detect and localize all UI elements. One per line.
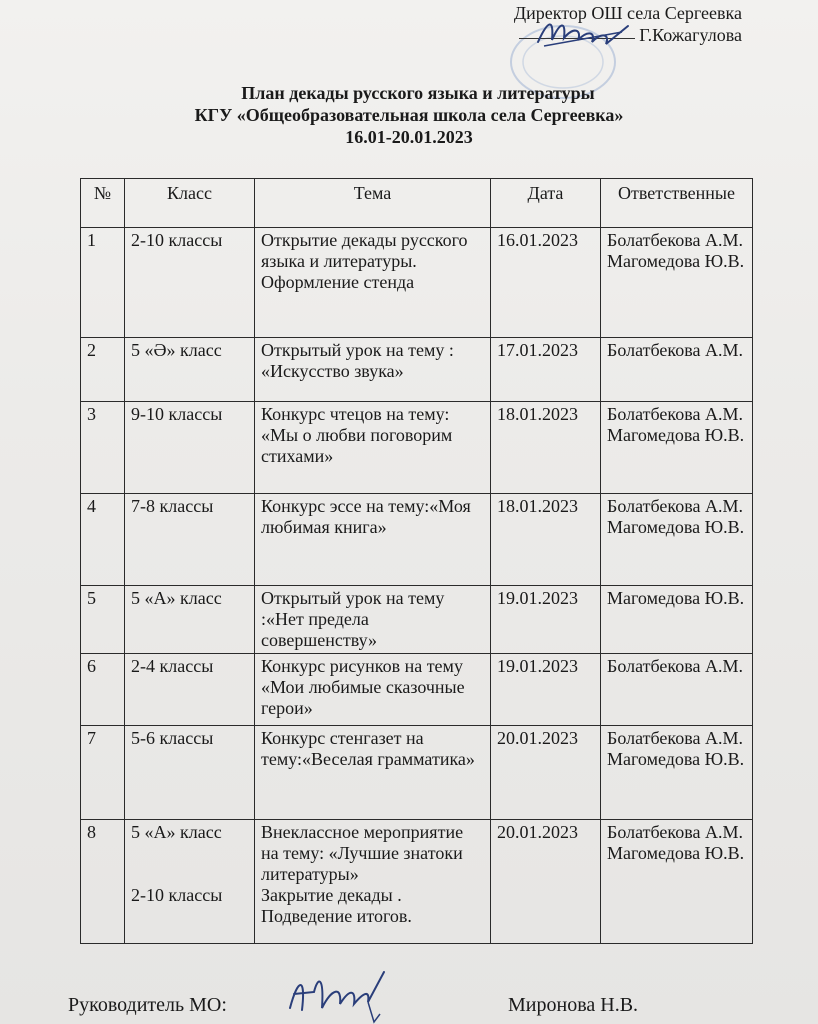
row-date: 20.01.2023 xyxy=(491,726,601,820)
row-grade: 5 «А» класс xyxy=(131,822,222,842)
table-row xyxy=(81,820,753,944)
row-grade-closing: 2-10 классы xyxy=(131,885,223,905)
table-row xyxy=(81,654,753,726)
row-topic: Конкурс эссе на тему:«Моя любимая книга» xyxy=(255,494,491,586)
row-grade: 5 «Ә» класс xyxy=(125,338,255,402)
row-topic: Конкурс рисунков на тему «Мои любимые сказочные герои» xyxy=(255,654,491,726)
row-number: 3 xyxy=(81,402,125,494)
row-topic: Открытый урок на тему : «Искусство звука» xyxy=(255,338,491,402)
row-topic: Конкурс чтецов на тему: «Мы о любви поговорим стихами» xyxy=(255,402,491,494)
row-date: 20.01.2023 xyxy=(491,820,601,944)
header-responsible: Ответственные xyxy=(601,179,753,228)
table-row xyxy=(81,338,753,402)
table-row xyxy=(81,494,753,586)
header-number: № xyxy=(81,179,125,228)
row-grade: 2-10 классы xyxy=(125,228,255,338)
table-row xyxy=(81,228,753,338)
row-responsible: Болатбекова А.М. Магомедова Ю.В. xyxy=(601,494,753,586)
row-responsible: Болатбекова А.М. xyxy=(601,654,753,726)
title-line-1: План декады русского языка и литературы xyxy=(241,83,595,103)
row-topic: Конкурс стенгазет на тему:«Веселая грамматика» xyxy=(255,726,491,820)
row-responsible: Болатбекова А.М. xyxy=(601,338,753,402)
row-date: 19.01.2023 xyxy=(491,654,601,726)
row-topic-closing: Закрытие декады . Подведение итогов. xyxy=(261,885,412,926)
row-number: 7 xyxy=(81,726,125,820)
row-grade: 5-6 классы xyxy=(125,726,255,820)
title-line-2: КГУ «Общеобразовательная школа села Сергеевка» xyxy=(194,105,624,125)
row-number: 2 xyxy=(81,338,125,402)
row-topic: Открытый урок на тему :«Нет предела совершенству» xyxy=(255,586,491,654)
head-role: Руководитель МО: xyxy=(68,994,227,1016)
row-responsible: Магомедова Ю.В. xyxy=(601,586,753,654)
row-grade-cell xyxy=(125,820,255,944)
row-number: 1 xyxy=(81,228,125,338)
header-topic: Тема xyxy=(255,179,491,228)
row-date: 18.01.2023 xyxy=(491,402,601,494)
row-date: 19.01.2023 xyxy=(491,586,601,654)
row-responsible: Болатбекова А.М. Магомедова Ю.В. xyxy=(601,402,753,494)
header-grade: Класс xyxy=(125,179,255,228)
title-dates: 16.01-20.01.2023 xyxy=(345,127,473,147)
row-responsible: Болатбекова А.М. Магомедова Ю.В. xyxy=(601,820,753,944)
row-number: 4 xyxy=(81,494,125,586)
row-date: 18.01.2023 xyxy=(491,494,601,586)
row-responsible: Болатбекова А.М. Магомедова Ю.В. xyxy=(601,228,753,338)
plan-table xyxy=(80,178,753,944)
table-row xyxy=(81,586,753,654)
row-number: 5 xyxy=(81,586,125,654)
row-grade: 2-4 классы xyxy=(125,654,255,726)
document-title xyxy=(0,82,818,148)
row-date: 16.01.2023 xyxy=(491,228,601,338)
row-grade: 9-10 классы xyxy=(125,402,255,494)
row-grade: 7-8 классы xyxy=(125,494,255,586)
director-signature xyxy=(530,12,634,52)
row-topic: Открытие декады русского языка и литературы. Оформление стенда xyxy=(255,228,491,338)
table-header-row xyxy=(81,179,753,228)
row-date: 17.01.2023 xyxy=(491,338,601,402)
row-number: 8 xyxy=(81,820,125,944)
approval-position: Директор ОШ села Сергеевка xyxy=(513,3,742,23)
row-topic-cell xyxy=(255,820,491,944)
row-responsible: Болатбекова А.М. Магомедова Ю.В. xyxy=(601,726,753,820)
row-topic: Внеклассное мероприятие на тему: «Лучшие знатоки литературы» xyxy=(261,822,464,884)
table-row xyxy=(81,402,753,494)
header-date: Дата xyxy=(491,179,601,228)
approval-name: Г.Кожагулова xyxy=(639,25,742,45)
row-number: 6 xyxy=(81,654,125,726)
head-name: Миронова Н.В. xyxy=(508,994,639,1016)
head-signature xyxy=(284,968,394,1024)
row-grade: 5 «А» класс xyxy=(125,586,255,654)
table-row xyxy=(81,726,753,820)
